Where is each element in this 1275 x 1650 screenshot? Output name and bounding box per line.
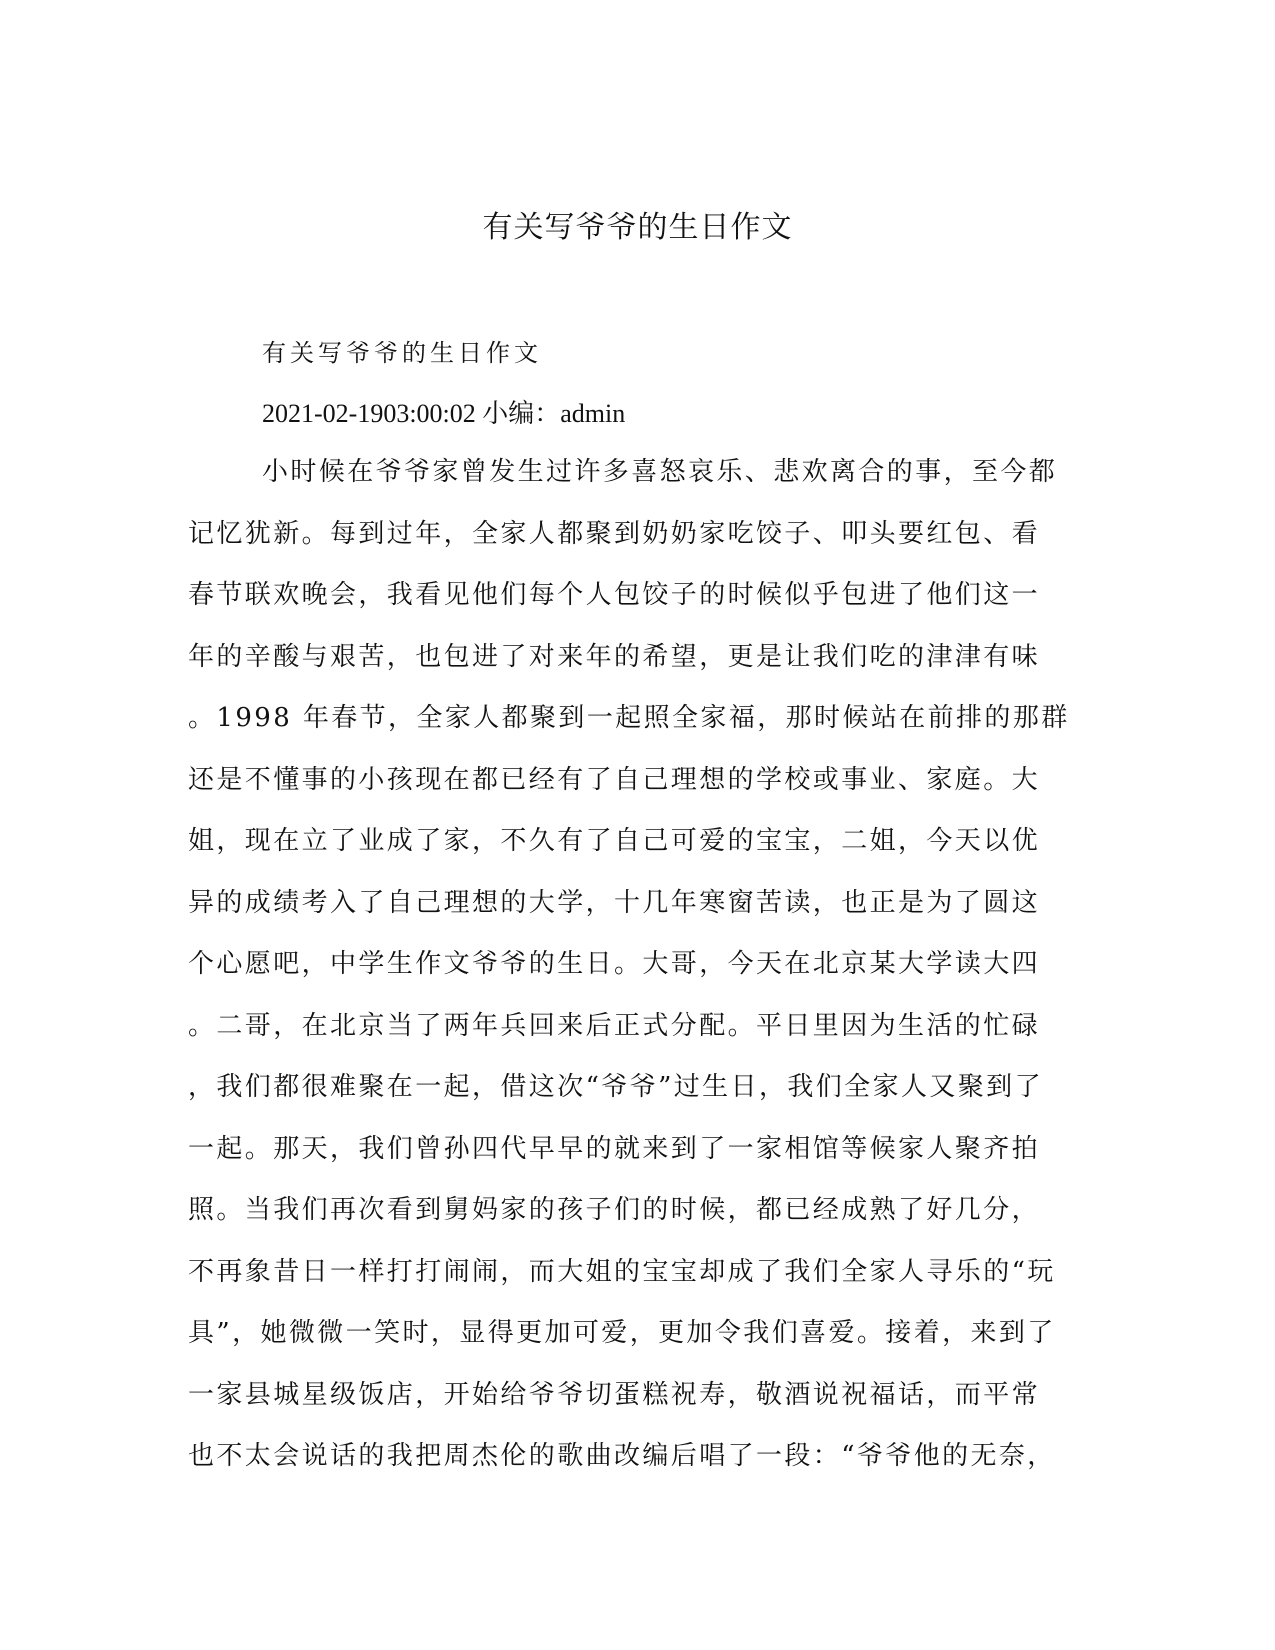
- body-line: 照。当我们再次看到舅妈家的孩子们的时候，都已经成熟了好几分，: [188, 1195, 1041, 1225]
- body-line: 年的辛酸与艰苦，也包进了对来年的希望，更是让我们吃的津津有味: [188, 641, 1041, 672]
- body-line: 异的成绩考入了自己理想的大学，十几年寒窗苦读，也正是为了圆这: [188, 887, 1041, 918]
- body-line: 。二哥，在北京当了两年兵回来后正式分配。平日里因为生活的忙碌: [188, 1010, 1041, 1041]
- article-subtitle: 有关写爷爷的生日作文: [262, 339, 542, 367]
- document-title: 有关写爷爷的生日作文: [482, 210, 793, 245]
- body-line: 也不太会说话的我把周杰伦的歌曲改编后唱了一段：“爷爷他的无奈，: [188, 1441, 1056, 1471]
- body-line: 还是不懂事的小孩现在都已经有了自己理想的学校或事业、家庭。大: [188, 764, 1041, 795]
- body-line: 春节联欢晚会，我看见他们每个人包饺子的时候似乎包进了他们这一: [188, 580, 1041, 610]
- body-line: 小时候在爷爷家曾发生过许多喜怒哀乐、悲欢离合的事，至今都: [262, 457, 1058, 487]
- body-line: 。1998 年春节，全家人都聚到一起照全家福，那时候站在前排的那群: [188, 703, 1070, 733]
- body-line: 具”，她微微一笑时，显得更加可爱，更加令我们喜爱。接着，来到了: [188, 1318, 1056, 1348]
- body-line: 一家县城星级饭店，开始给爷爷切蛋糕祝寿，敬酒说祝福话，而平常: [188, 1379, 1041, 1410]
- body-line: ，我们都很难聚在一起，借这次“爷爷”过生日，我们全家人又聚到了: [188, 1072, 1043, 1102]
- body-line: 个心愿吧，中学生作文爷爷的生日。大哥，今天在北京某大学读大四: [188, 949, 1041, 979]
- body-line: 不再象昔日一样打打闹闹，而大姐的宝宝却成了我们全家人寻乐的“玩: [188, 1256, 1056, 1287]
- article-meta: 2021-02-1903:00:02 小编：admin: [262, 399, 626, 428]
- body-line: 记忆犹新。每到过年，全家人都聚到奶奶家吃饺子、叩头要红包、看: [188, 518, 1041, 549]
- article-body: [188, 454, 1078, 1500]
- body-line: 一起。那天，我们曾孙四代早早的就来到了一家相馆等候家人聚齐拍: [188, 1133, 1041, 1164]
- body-line: 姐，现在立了业成了家，不久有了自己可爱的宝宝，二姐，今天以优: [188, 826, 1041, 856]
